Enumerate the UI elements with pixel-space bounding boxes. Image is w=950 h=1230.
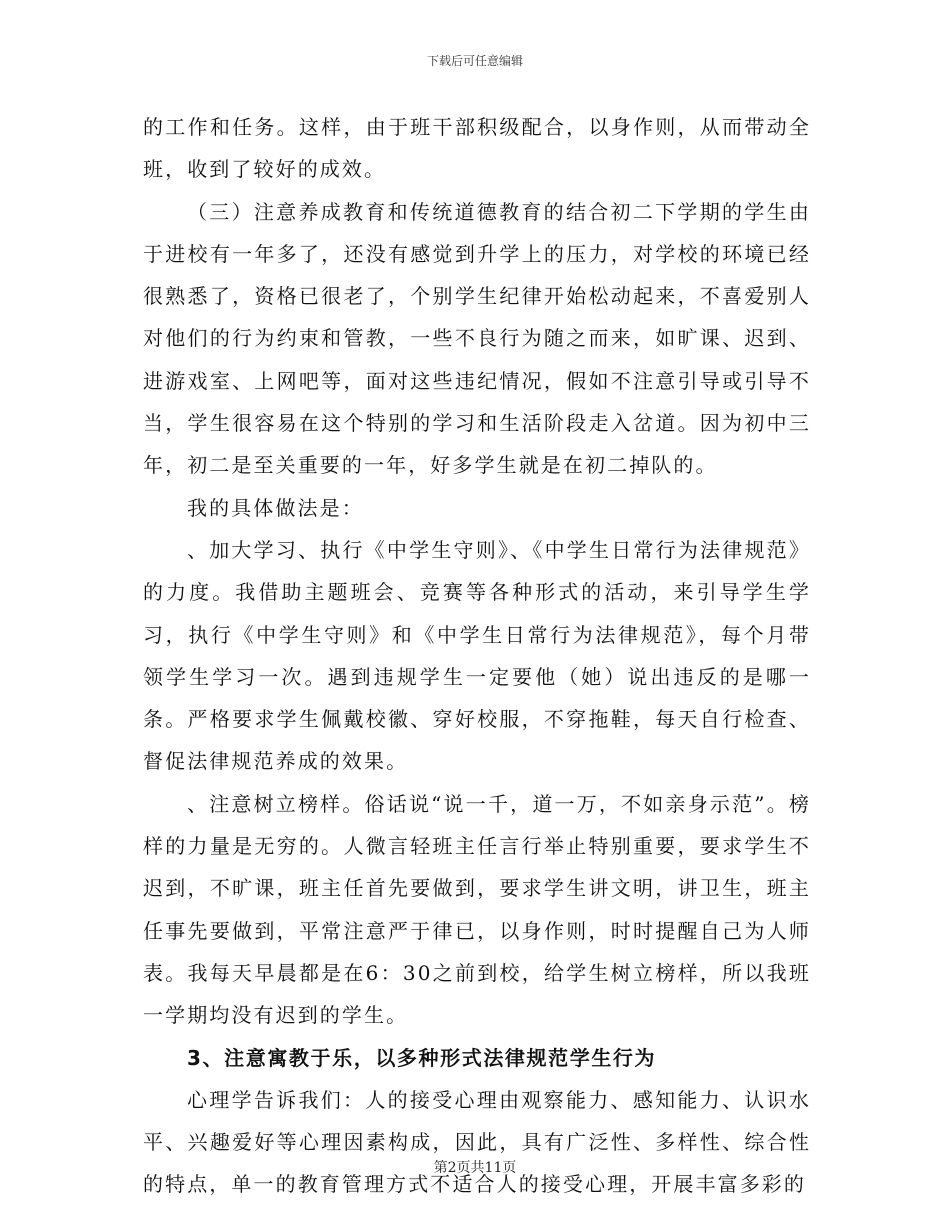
document-body bbox=[143, 106, 811, 1206]
page-header: 下载后可任意编辑 bbox=[426, 54, 523, 68]
page-number: 第2页共11页 bbox=[433, 1160, 517, 1176]
paragraph-section-three: （三）注意养成教育和传统道德教育的结合初二下学期的学生由于进校有一年多了，还没有感觉到升学上的压力，对学校的环境已经很熟悉了，资格已很老了，个别学生纪律开始松动起来，不喜爱别人对他们的行为约束和管教，一些不良行为随之而来，如旷课、迟到、进游戏室、上网吧等，面对这些违纪情况，假如不注意引导或引导不当，学生很容易在这个特别的学习和生活阶段走入岔道。因为初中三年，初二是至关重要的一年，好多学生就是在初二掉队的。 bbox=[143, 199, 811, 478]
paragraph-psychology: 心理学告诉我们：人的接受心理由观察能力、感知能力、认识水平、兴趣爱好等心理因素构成，因此，具有广泛性、多样性、综合性的特点，单一的教育管理方式不适合人的接受心理，开展丰富多彩的 bbox=[143, 1087, 811, 1197]
paragraph-method-rules: 、加大学习、执行《中学生守则》、《中学生日常行为法律规范》的力度。我借助主题班会、竞赛等各种形式的活动，来引导学生学习，执行《中学生守则》和《中学生日常行为法律规范》，每个月带领学生学习一次。遇到违规学生一定要他（她）说出违反的是哪一条。严格要求学生佩戴校徽、穿好校服，不穿拖鞋，每天自行检查、督促法律规范养成的效果。 bbox=[143, 537, 811, 774]
section-heading: 3、注意寓教于乐，以多种形式法律规范学生行为 bbox=[187, 1045, 657, 1070]
paragraph-method-example: 、注意树立榜样。俗话说“说一千，道一万，不如亲身示范”。榜样的力量是无穷的。人微言轻班主任言行举止特别重要，要求学生不迟到，不旷课，班主任首先要做到，要求学生讲文明，讲卫生，班主任事先要做到，平常注意严于律已，以身作则，时时提醒自己为人师表。我每天早晨都是在6：30之前到校，给学生树立榜样，所以我班一学期均没有迟到的学生。 bbox=[143, 791, 811, 1028]
paragraph-methods-intro: 我的具体做法是： bbox=[187, 495, 364, 520]
paragraph-continuation: 的工作和任务。这样，由于班干部积级配合，以身作则，从而带动全班，收到了较好的成效。 bbox=[143, 115, 811, 182]
